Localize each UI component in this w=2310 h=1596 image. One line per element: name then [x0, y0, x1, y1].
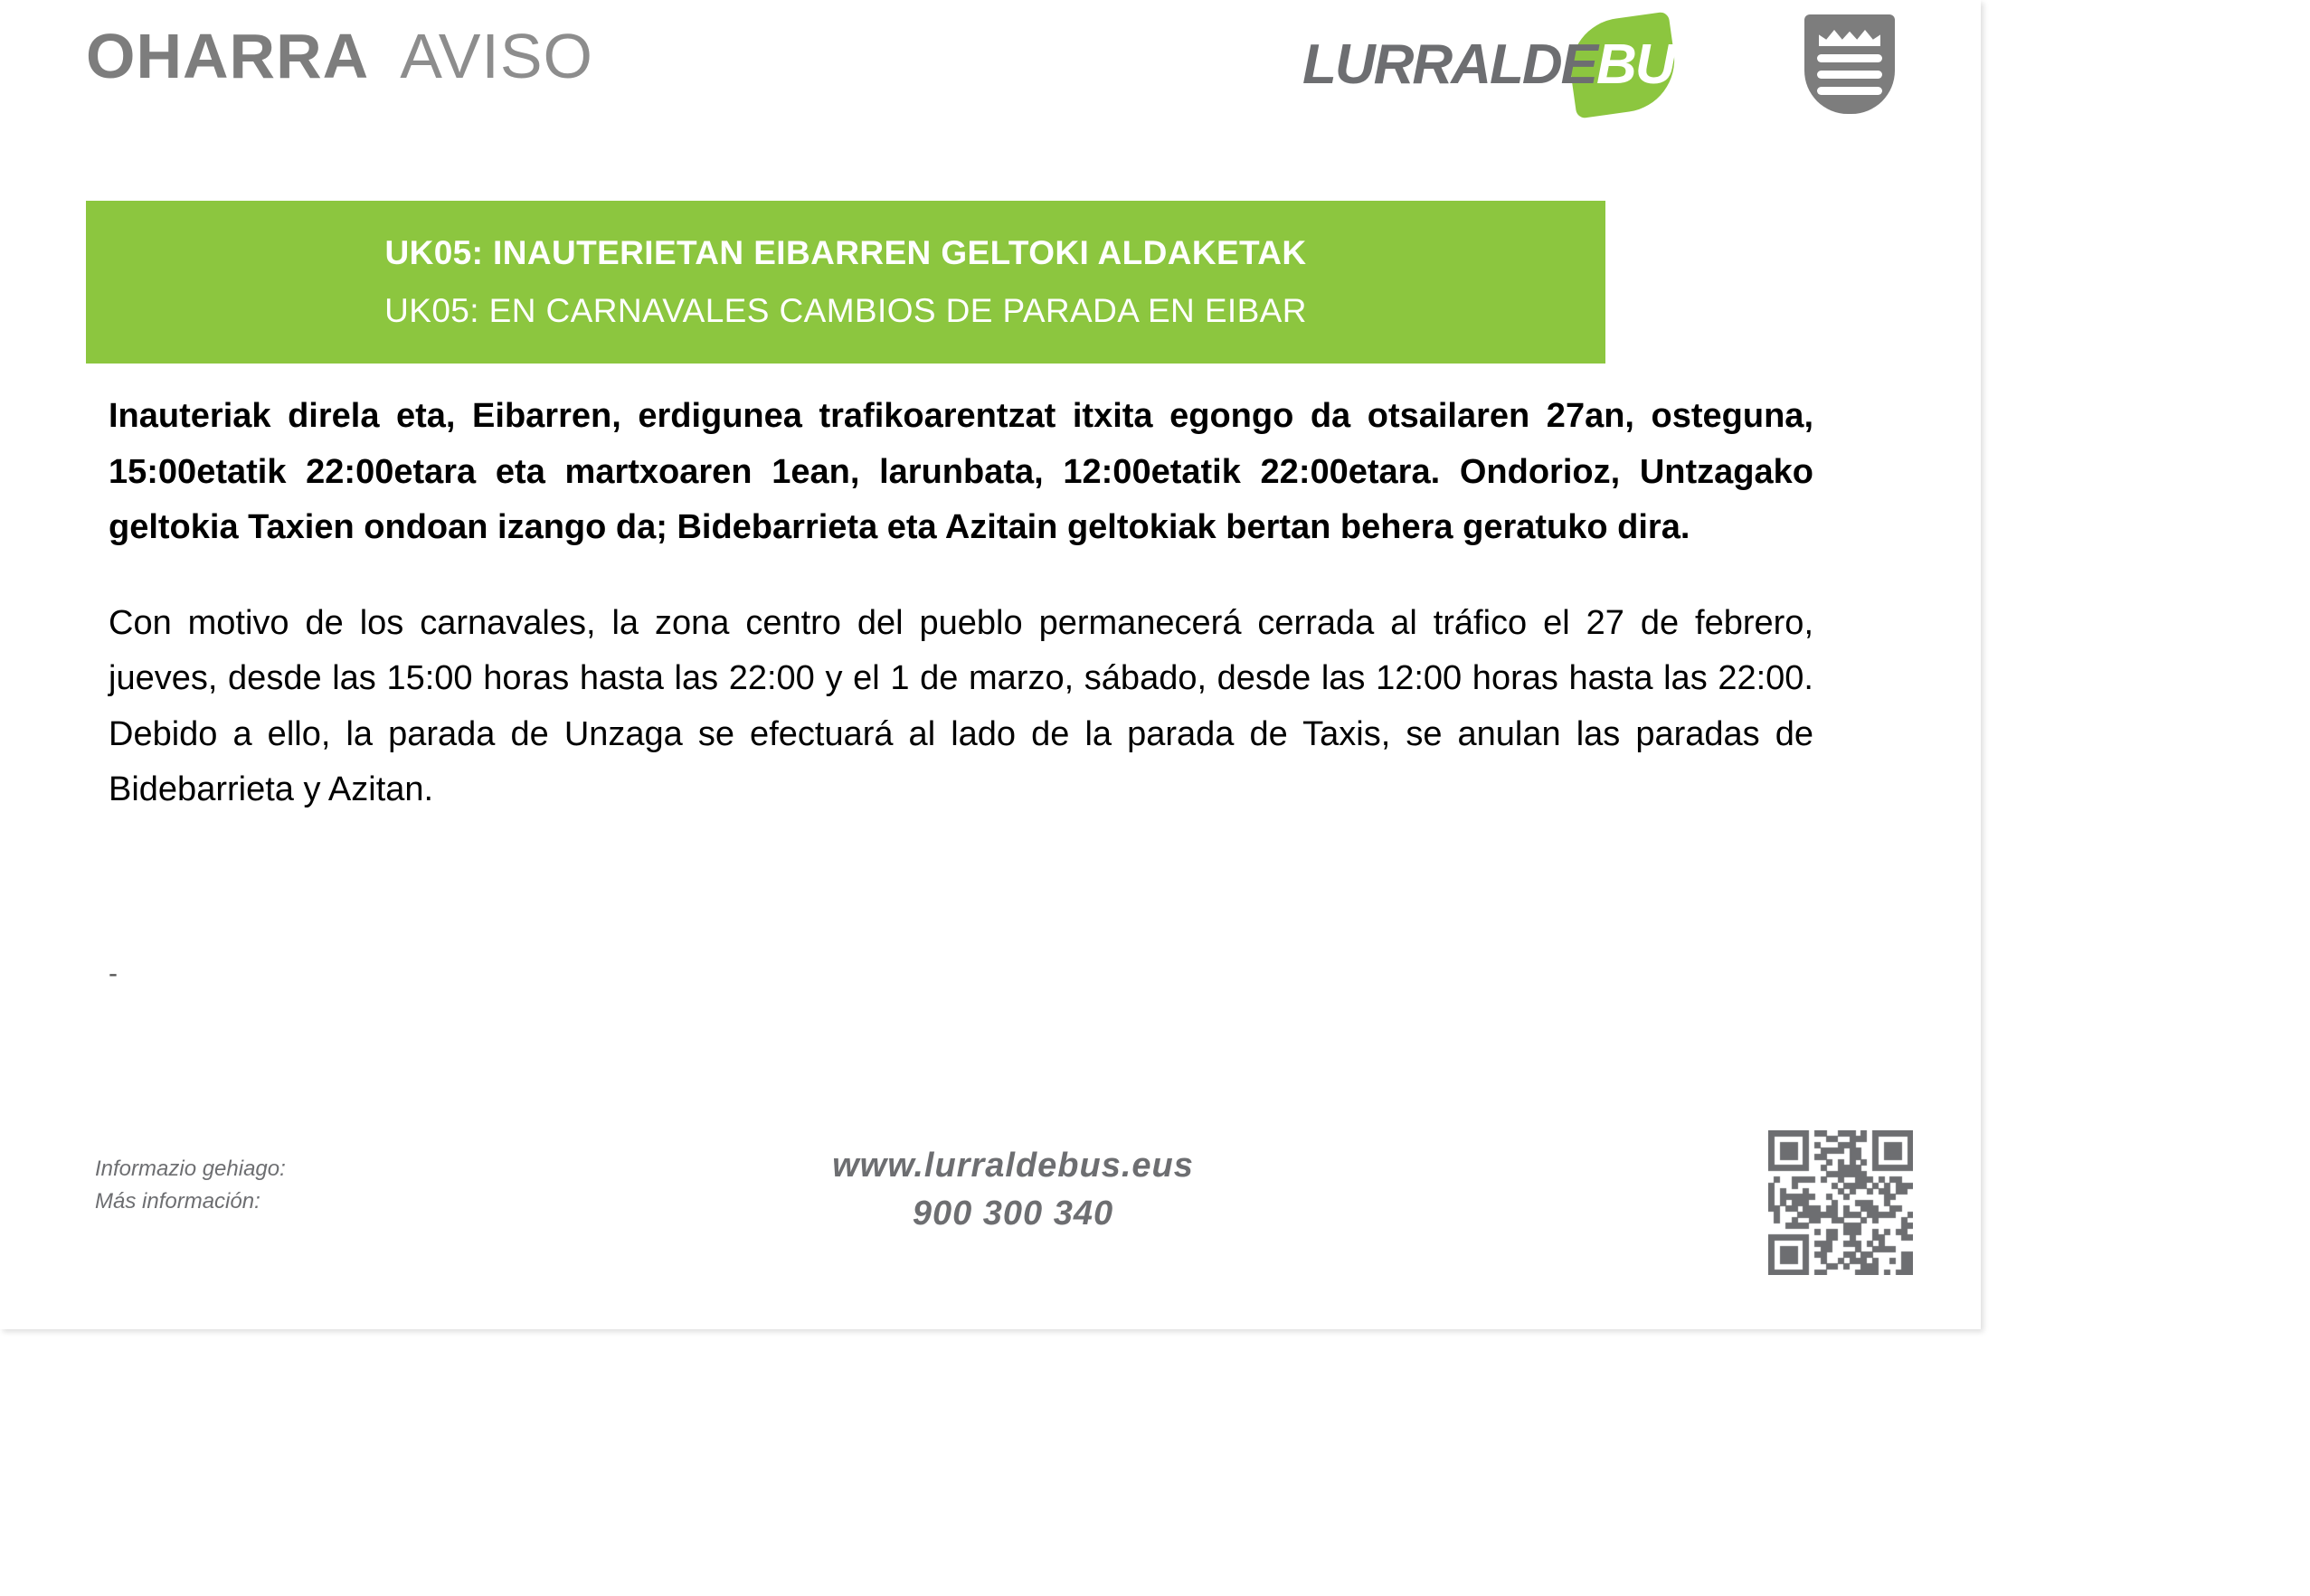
website-link[interactable]: www.lurraldebus.eus — [832, 1147, 1194, 1185]
wave-shape — [1817, 87, 1882, 95]
wave-shape — [1817, 71, 1882, 79]
phone-number[interactable]: 900 300 340 — [912, 1195, 1114, 1232]
notice-paragraph-spanish: Con motivo de los carnavales, la zona centro del pueblo permanecerá cerrada al tráfico el 27 de febrero, jueves, desde las 15:00 horas hasta las 22:00 y el 1 de marzo, sábado, desde las 12:00 horas hasta las 22:00. Debido a ello, la parada de Unzaga se efectuará al lado de la parada de Taxis, se anulan las paradas de Bidebarrieta y Azitan. — [109, 603, 1813, 809]
banner-title-basque: UK05: INAUTERIETAN EIBARREN GELTOKI ALDAKETAK — [384, 234, 1307, 271]
more-info-basque: Informazio gehiago: — [95, 1157, 286, 1181]
lurraldebus-logo — [1302, 16, 1755, 116]
logo-text-accent: BUS — [1595, 33, 1709, 96]
more-info-block — [95, 1153, 286, 1218]
qr-code-canvas — [1768, 1130, 1913, 1275]
gipuzkoa-crest-icon — [1804, 14, 1895, 114]
notice-paragraph-basque: Inauteriak direla eta, Eibarren, erdigunea trafikoarentzat itxita egongo da otsailaren 27an, osteguna, 15:00etatik 22:00etara eta martxoaren 1ean, larunbata, 12:00etatik 22:00etara. Ondorioz, Untzagako geltokia Taxien ondoan izango da; Bidebarrieta eta Azitain geltokiak bertan behera geratuko dira. — [109, 397, 1813, 547]
wave-shape — [1817, 54, 1882, 62]
lurraldebus-logo-text — [1302, 33, 1709, 97]
page-title — [86, 20, 593, 92]
qr-code-icon[interactable] — [1768, 1130, 1913, 1275]
crown-shape — [1819, 30, 1880, 46]
banner-title-spanish: UK05: EN CARNAVALES CAMBIOS DE PARADA EN EIBAR — [384, 292, 1307, 329]
contact-block — [687, 1147, 1339, 1233]
trailing-dash: - — [109, 959, 118, 988]
document-header — [0, 0, 1981, 158]
notice-body — [109, 389, 1813, 818]
more-info-spanish: Más información: — [95, 1189, 260, 1214]
notice-banner — [86, 201, 1605, 364]
page-title-basque: OHARRA — [86, 21, 370, 91]
page-title-spanish: AVISO — [400, 21, 593, 91]
logo-text-main: LURRALDE — [1302, 33, 1596, 96]
